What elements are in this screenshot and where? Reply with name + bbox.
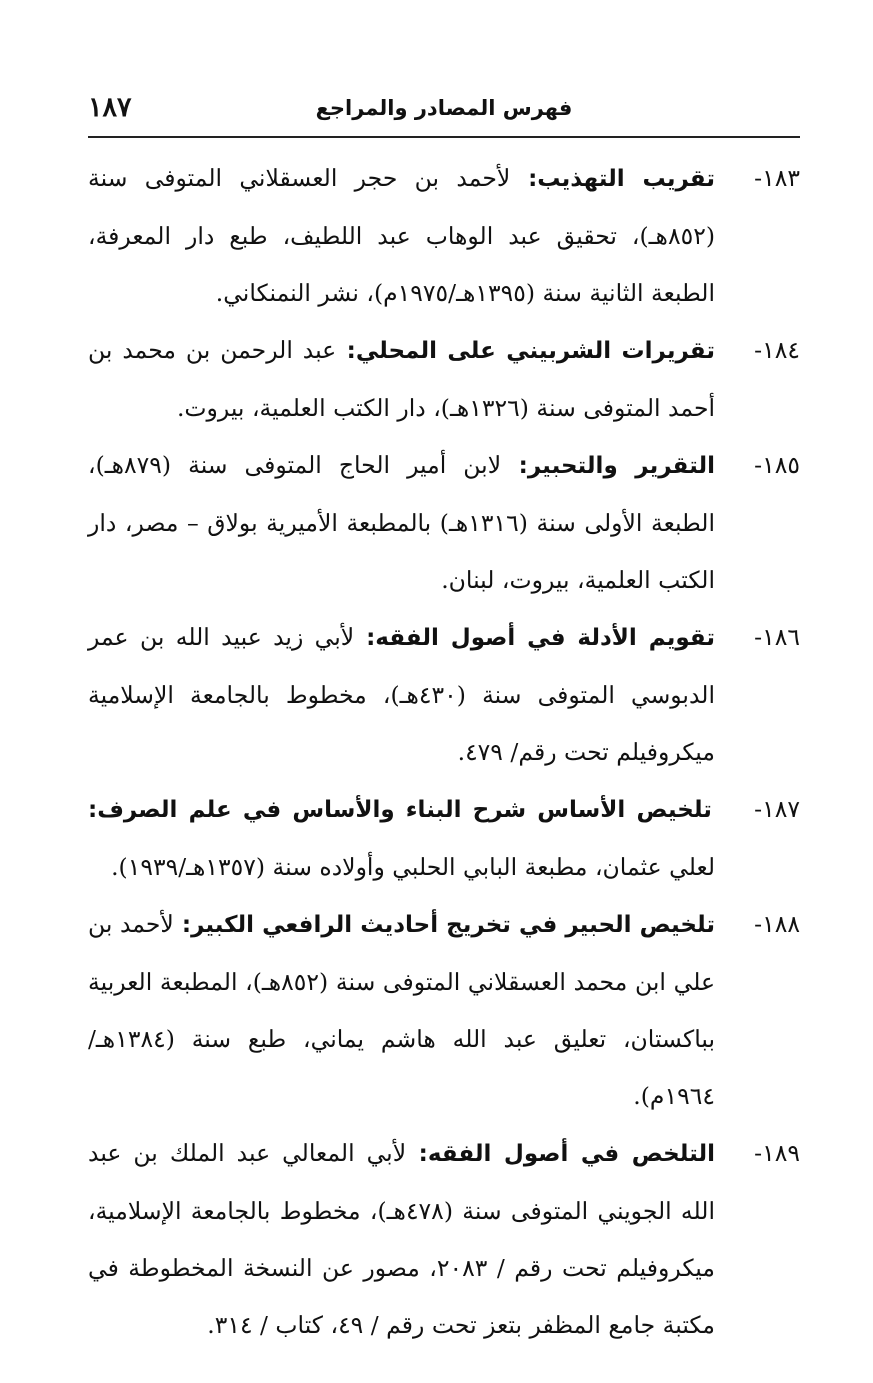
entry-title: تقويم الأدلة في أصول الفقه: [354,625,715,651]
bibliography-entry-186 [88,609,800,781]
entry-text: لعلي عثمان، مطبعة البابي الحلبي وأولاده سنة (١٣٥٧هـ/١٩٣٩). [111,853,715,881]
bibliography-entry-189 [88,1125,800,1354]
bibliography-entry-185 [88,437,800,609]
entry-text: لأبي زيد عبيد الله بن عمر الدبوسي المتوفى سنة (٤٣٠هـ)، مخطوط بالجامعة الإسلامية ميكروفيلم تحت رقم/ ٤٧٩. [88,623,715,766]
entry-title: التقرير والتحبير: [501,453,716,479]
entry-number: ١٨٨- [754,910,800,938]
entry-text: لابن أمير الحاج المتوفى سنة (٨٧٩هـ)، الطبعة الأولى سنة (١٣١٦هـ) بالمطبعة الأميرية بولاق – مصر، دار الكتب العلمية، بيروت، لبنان. [88,451,715,594]
entry-text: عبد الرحمن بن محمد بن أحمد المتوفى سنة (١٣٢٦هـ)، دار الكتب العلمية، بيروت. [88,336,715,422]
page-number: ١٨٧ [88,92,132,123]
header-rule [88,136,800,138]
bibliography-entry-187 [88,781,800,896]
entry-text: لأحمد بن حجر العسقلاني المتوفى سنة (٨٥٢هـ)، تحقيق عبد الوهاب عبد اللطيف، طبع دار المعرفة، الطبعة الثانية سنة (١٣٩٥هـ/١٩٧٥م)، نشر النمنكاني. [88,164,715,307]
entry-number: ١٨٩- [754,1139,800,1167]
bibliography-entry-183 [88,150,800,322]
entry-number: ١٨٣- [754,164,800,192]
entry-number: ١٨٦- [754,623,800,651]
entry-number: ١٨٥- [754,451,800,479]
bibliography-entry-184 [88,322,800,437]
running-title: فهرس المصادر والمراجع [315,96,573,120]
entry-title: تقريب التهذيب: [510,166,715,192]
entry-title: التلخص في أصول الفقه: [406,1141,715,1167]
entry-text: لأبي المعالي عبد الملك بن عبد الله الجويني المتوفى سنة (٤٧٨هـ)، مخطوط بالجامعة الإسلامية، ميكروفيلم تحت رقم / ٢٠٨٣، مصور عن النسخة المخطوطة في مكتبة جامع المظفر بتعز تحت رقم / ٤٩، كتاب / ٣١٤. [88,1139,715,1339]
bibliography-list [88,150,800,1354]
entry-text: لأحمد بن علي ابن محمد العسقلاني المتوفى سنة (٨٥٢هـ)، المطبعة العربية بباكستان، تعليق عبد الله هاشم يماني، طبع سنة (١٣٨٤هـ/١٩٦٤م). [88,910,715,1110]
entry-number: ١٨٧- [754,795,800,823]
entry-number: ١٨٤- [754,336,800,364]
bibliography-entry-188 [88,896,800,1125]
entry-title: تلخيص الأساس شرح البناء والأساس في علم الصرف: [88,797,712,823]
page-header [88,92,800,136]
entry-title: تقريرات الشربيني على المحلي: [336,338,715,364]
entry-title: تلخيص الحبير في تخريج أحاديث الرافعي الكبير: [173,912,715,938]
